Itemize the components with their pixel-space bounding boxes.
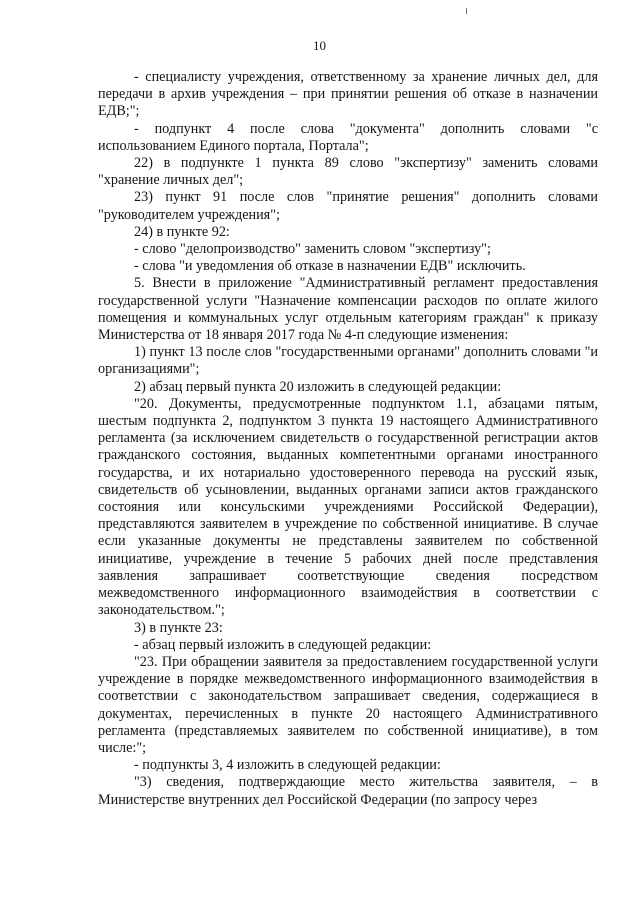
paragraph-item-22: 22) в подпункте 1 пункта 89 слово "экспертизу" заменить словами "хранение личных дел"; bbox=[98, 155, 598, 189]
paragraph-archive-transfer: - специалисту учреждения, ответственному за хранение личных дел, для передачи в архив учреждения – при принятии решения об отказе в назначении ЕДВ;"; bbox=[98, 69, 598, 120]
paragraph-amend-2: 2) абзац первый пункта 20 изложить в следующей редакции: bbox=[134, 378, 502, 395]
document-body bbox=[98, 69, 598, 809]
paragraph-item-23-text: "23. При обращении заявителя за предоставлением государственной услуги учреждение в порядке межведомственного информационного взаимодействия в соответствии с законодательством запрашивает сведения, содержащиеся в документах, перечисленных в пункте 20 настоящего Административного регламента (представляемых заявителем по собственной инициативе), в том числе:"; bbox=[98, 653, 598, 756]
paragraph-first-abzac: - абзац первый изложить в следующей редакции: bbox=[134, 636, 432, 653]
paragraph-section-5: 5. Внести в приложение "Административный регламент предоставления государственной услуги "Назначение компенсации расходов по оплате жилого помещения и коммунальных услуг отдельным категориям граждан" к приказу Министерства от 18 января 2017 года № 4-п следующие изменения: bbox=[98, 275, 598, 344]
paragraph-subitem-3-text: "3) сведения, подтверждающие место жительства заявителя, – в Министерстве внутренних дел Российской Федерации (по запросу через bbox=[98, 774, 598, 808]
paragraph-exclude-words: - слова "и уведомления об отказе в назначении ЕДВ" исключить. bbox=[134, 258, 526, 275]
paragraph-amend-1: 1) пункт 13 после слов "государственными органами" дополнить словами "и организациями"; bbox=[98, 344, 598, 378]
paragraph-item-24: 24) в пункте 92: bbox=[134, 223, 230, 240]
page-number: 10 bbox=[313, 38, 326, 53]
paragraph-amend-3: 3) в пункте 23: bbox=[134, 619, 223, 636]
paragraph-replace-word: - слово "делопроизводство" заменить словом "экспертизу"; bbox=[134, 241, 491, 258]
paragraph-item-20-text: "20. Документы, предусмотренные подпунктом 1.1, абзацами пятым, шестым подпункта 2, подпунктом 3 пункта 19 настоящего Административного регламента (за исключением свидетельств о государственной регистрации актов гражданского состояния, выданных компетентными органами иностранного государства, и их нотариально удостоверенного перевода на русский язык, свидетельств об усыновлении, выданных органами записи актов гражданского состояния или консульскими учреждениями Российской Федерации), представляются заявителем в учреждение по собственной инициативе. В случае если указанные документы не представлены заявителем по собственной инициативе, учреждение в течение 5 рабочих дней после представления заявления запрашивает соответствующие сведения посредством межведомственного информационного взаимодействия в соответствии с законодательством."; bbox=[98, 395, 598, 619]
paragraph-subitem-4-portal: - подпункт 4 после слова "документа" дополнить словами "с использованием Единого портала, Портала"; bbox=[98, 120, 598, 154]
scan-speck bbox=[466, 8, 467, 14]
paragraph-item-23: 23) пункт 91 после слов "принятие решения" дополнить словами "руководителем учреждения"; bbox=[98, 189, 598, 223]
paragraph-subitems-3-4: - подпункты 3, 4 изложить в следующей редакции: bbox=[134, 757, 441, 774]
